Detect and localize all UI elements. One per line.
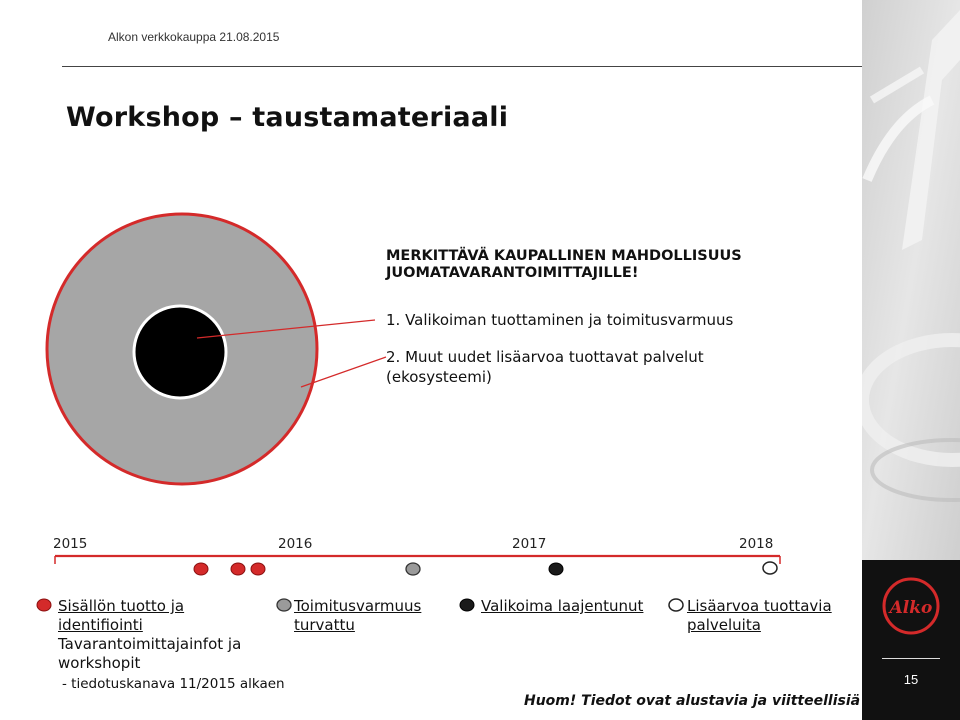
timeline-marker <box>549 563 563 575</box>
decorative-glass-image <box>862 0 960 560</box>
header-text: Alkon verkkokauppa 21.08.2015 <box>108 30 280 44</box>
timeline <box>0 548 862 588</box>
disclaimer-note: Huom! Tiedot ovat alustavia ja viitteellisiä <box>524 693 861 709</box>
logo-panel <box>862 560 960 720</box>
timeline-marker <box>406 563 420 575</box>
item-line: (ekosysteemi) <box>386 368 492 386</box>
legend-line: turvattu <box>294 616 355 634</box>
timeline-marker <box>763 562 777 574</box>
legend-marker-grey <box>277 599 291 611</box>
inner-circle <box>134 306 226 398</box>
timeline-marker <box>194 563 208 575</box>
heading-line: MERKITTÄVÄ KAUPALLINEN MAHDOLLISUUS <box>386 248 742 264</box>
legend-line: Lisäarvoa tuottavia <box>687 597 832 615</box>
legend-item-services <box>687 597 832 635</box>
opportunity-item-1: 1. Valikoiman tuottaminen ja toimitusvarmuus <box>386 311 734 329</box>
logo-divider <box>882 658 940 659</box>
legend-item-delivery <box>294 597 421 635</box>
legend-marker-white <box>669 599 683 611</box>
opportunity-heading <box>386 248 742 282</box>
legend-marker-black <box>460 599 474 611</box>
legend-item-selection <box>481 597 643 616</box>
slide-title: Workshop – taustamateriaali <box>66 102 509 133</box>
opportunity-item-2 <box>386 347 704 387</box>
heading-line: JUOMATAVARANTOIMITTAJILLE! <box>386 265 639 281</box>
legend-item-content-sub: - tiedotuskanava 11/2015 alkaen <box>62 676 285 692</box>
year-label: 2016 <box>278 536 313 552</box>
glass-illustration <box>862 0 960 560</box>
legend-line: identifiointi <box>58 616 143 634</box>
year-label: 2017 <box>512 536 547 552</box>
legend-line: Toimitusvarmuus <box>294 597 422 615</box>
alko-logo <box>862 560 960 650</box>
legend-line: Tavarantoimittajainfot ja <box>58 635 242 653</box>
item-line: 2. Muut uudet lisäarvoa tuottavat palvelut <box>386 348 704 366</box>
legend-item-content <box>58 597 241 673</box>
legend-line: workshopit <box>58 654 141 672</box>
legend-marker-red <box>37 599 51 611</box>
legend-line: Sisällön tuotto ja <box>58 597 185 615</box>
legend-line: Valikoima laajentunut <box>481 597 644 615</box>
year-label: 2015 <box>53 536 88 552</box>
logo-text: Alko <box>889 598 933 618</box>
page-number: 15 <box>903 672 919 687</box>
timeline-marker <box>251 563 265 575</box>
legend-line: palveluita <box>687 616 761 634</box>
year-label: 2018 <box>739 536 774 552</box>
timeline-marker <box>231 563 245 575</box>
